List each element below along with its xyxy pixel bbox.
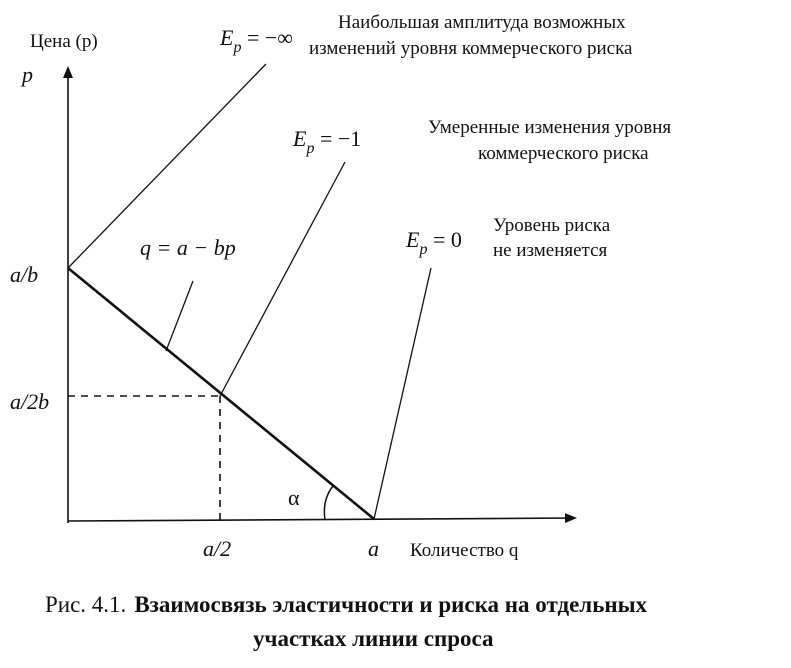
elasticity-infinite-label: $E_p$ = −∞: [220, 25, 293, 56]
y-axis-symbol: p: [22, 62, 33, 87]
elasticity-zero-note-2: не изменяется: [493, 240, 608, 261]
elasticity-zero-label: $E_p = 0$: [406, 227, 462, 258]
elasticity-unit-label: $E_p = -1$: [293, 126, 362, 157]
elasticity-zero-note-1: Уровень риска: [493, 215, 611, 236]
elasticity-infinite-note-2: изменений уровня коммерческого риска: [309, 38, 633, 59]
elasticity-unit-note-1: Умеренные изменения уровня: [428, 117, 672, 138]
pointer-line-curve-label: [166, 281, 193, 351]
elasticity-unit-note-2: коммерческого риска: [478, 143, 649, 164]
tick-x-mid: a/2: [203, 536, 232, 561]
elasticity-infinite-note-1: Наибольшая амплитуда возможных: [338, 12, 626, 33]
angle-label: α: [288, 485, 300, 510]
demand-equation-label: q = a − bp: [140, 235, 236, 260]
tick-x-end: a: [368, 536, 379, 561]
figure-number: Рис. 4.1.: [45, 592, 127, 617]
x-axis-title: Количество q: [410, 540, 519, 561]
figure-title-1: Взаимосвязь эластичности и риска на отдельных: [134, 592, 648, 617]
figure-caption-line-1: [45, 592, 648, 617]
tick-y-top: a/b: [10, 262, 39, 287]
angle-arc: [324, 486, 333, 520]
pointer-line-zero: [374, 268, 431, 519]
x-axis: [68, 518, 575, 521]
tick-y-mid: a/2b: [10, 389, 50, 414]
pointer-line-unit: [220, 162, 345, 396]
figure-caption-line-2: участках линии спроса: [253, 626, 494, 651]
y-axis-title: Цена (p): [30, 31, 98, 52]
